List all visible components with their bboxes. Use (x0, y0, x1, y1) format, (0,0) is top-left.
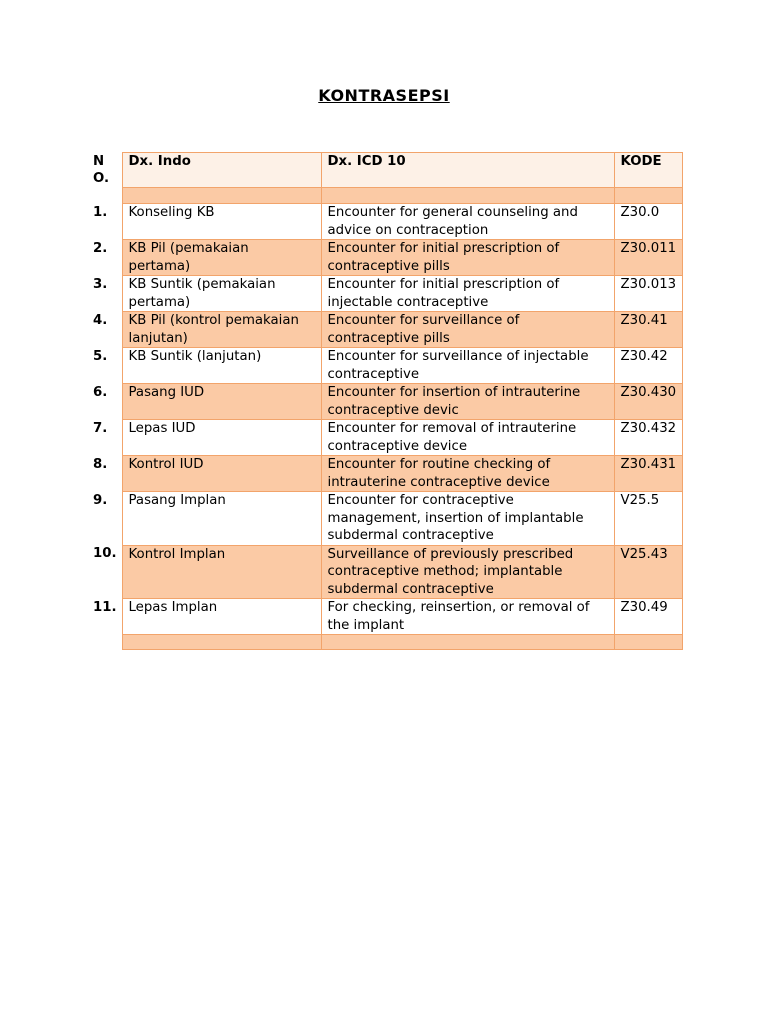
row-dx-indo: Konseling KB (122, 204, 321, 240)
row-dx-icd10: For checking, reinsertion, or removal of the implant (321, 599, 614, 635)
row-dx-icd10: Encounter for surveillance of contraceptive pills (321, 312, 614, 348)
row-dx-icd10: Encounter for routine checking of intrauterine contraceptive device (321, 456, 614, 492)
row-dx-icd10: Surveillance of previously prescribed contraceptive method; implantable subdermal contraceptive (321, 545, 614, 599)
spacer-row (91, 188, 683, 204)
table-row (91, 420, 683, 456)
row-no: 9. (91, 492, 122, 546)
row-dx-icd10: Encounter for initial prescription of injectable contraceptive (321, 276, 614, 312)
row-kode: V25.5 (614, 492, 683, 546)
table-row (91, 348, 683, 384)
row-no: 10. (91, 545, 122, 599)
row-dx-indo: Pasang Implan (122, 492, 321, 546)
row-no: 6. (91, 384, 122, 420)
row-dx-indo: KB Pil (pemakaian pertama) (122, 240, 321, 276)
table-row (91, 204, 683, 240)
row-no: 7. (91, 420, 122, 456)
table-header-row (91, 153, 683, 188)
row-kode: V25.43 (614, 545, 683, 599)
row-no: 5. (91, 348, 122, 384)
row-dx-indo: KB Suntik (lanjutan) (122, 348, 321, 384)
row-kode: Z30.41 (614, 312, 683, 348)
table-row (91, 492, 683, 546)
spacer-row (91, 635, 683, 650)
row-dx-indo: KB Suntik (pemakaian pertama) (122, 276, 321, 312)
table-body (91, 188, 683, 650)
row-dx-icd10: Encounter for surveillance of injectable contraceptive (321, 348, 614, 384)
contraception-code-table (91, 152, 683, 650)
table-row (91, 240, 683, 276)
header-dx-indo: Dx. Indo (122, 153, 321, 188)
row-kode: Z30.011 (614, 240, 683, 276)
row-no: 3. (91, 276, 122, 312)
row-dx-indo: Kontrol IUD (122, 456, 321, 492)
header-no: N O. (91, 153, 122, 188)
row-kode: Z30.013 (614, 276, 683, 312)
table-row (91, 276, 683, 312)
row-dx-icd10: Encounter for general counseling and advice on contraception (321, 204, 614, 240)
row-kode: Z30.431 (614, 456, 683, 492)
row-kode: Z30.0 (614, 204, 683, 240)
row-kode: Z30.49 (614, 599, 683, 635)
row-no: 8. (91, 456, 122, 492)
page-title: KONTRASEPSI (318, 86, 450, 105)
row-no: 11. (91, 599, 122, 635)
header-kode: KODE (614, 153, 683, 188)
row-dx-icd10: Encounter for insertion of intrauterine contraceptive devic (321, 384, 614, 420)
row-dx-indo: Lepas IUD (122, 420, 321, 456)
row-kode: Z30.42 (614, 348, 683, 384)
row-dx-indo: KB Pil (kontrol pemakaian lanjutan) (122, 312, 321, 348)
row-no: 1. (91, 204, 122, 240)
row-dx-icd10: Encounter for contraceptive management, insertion of implantable subdermal contraceptive (321, 492, 614, 546)
row-dx-icd10: Encounter for initial prescription of contraceptive pills (321, 240, 614, 276)
row-no: 4. (91, 312, 122, 348)
table-row (91, 384, 683, 420)
table-row (91, 599, 683, 635)
row-dx-indo: Pasang IUD (122, 384, 321, 420)
row-dx-indo: Kontrol Implan (122, 545, 321, 599)
table-row (91, 312, 683, 348)
header-dx-icd10: Dx. ICD 10 (321, 153, 614, 188)
row-kode: Z30.432 (614, 420, 683, 456)
row-dx-indo: Lepas Implan (122, 599, 321, 635)
row-dx-icd10: Encounter for removal of intrauterine contraceptive device (321, 420, 614, 456)
row-no: 2. (91, 240, 122, 276)
row-kode: Z30.430 (614, 384, 683, 420)
table-row (91, 545, 683, 599)
table-row (91, 456, 683, 492)
